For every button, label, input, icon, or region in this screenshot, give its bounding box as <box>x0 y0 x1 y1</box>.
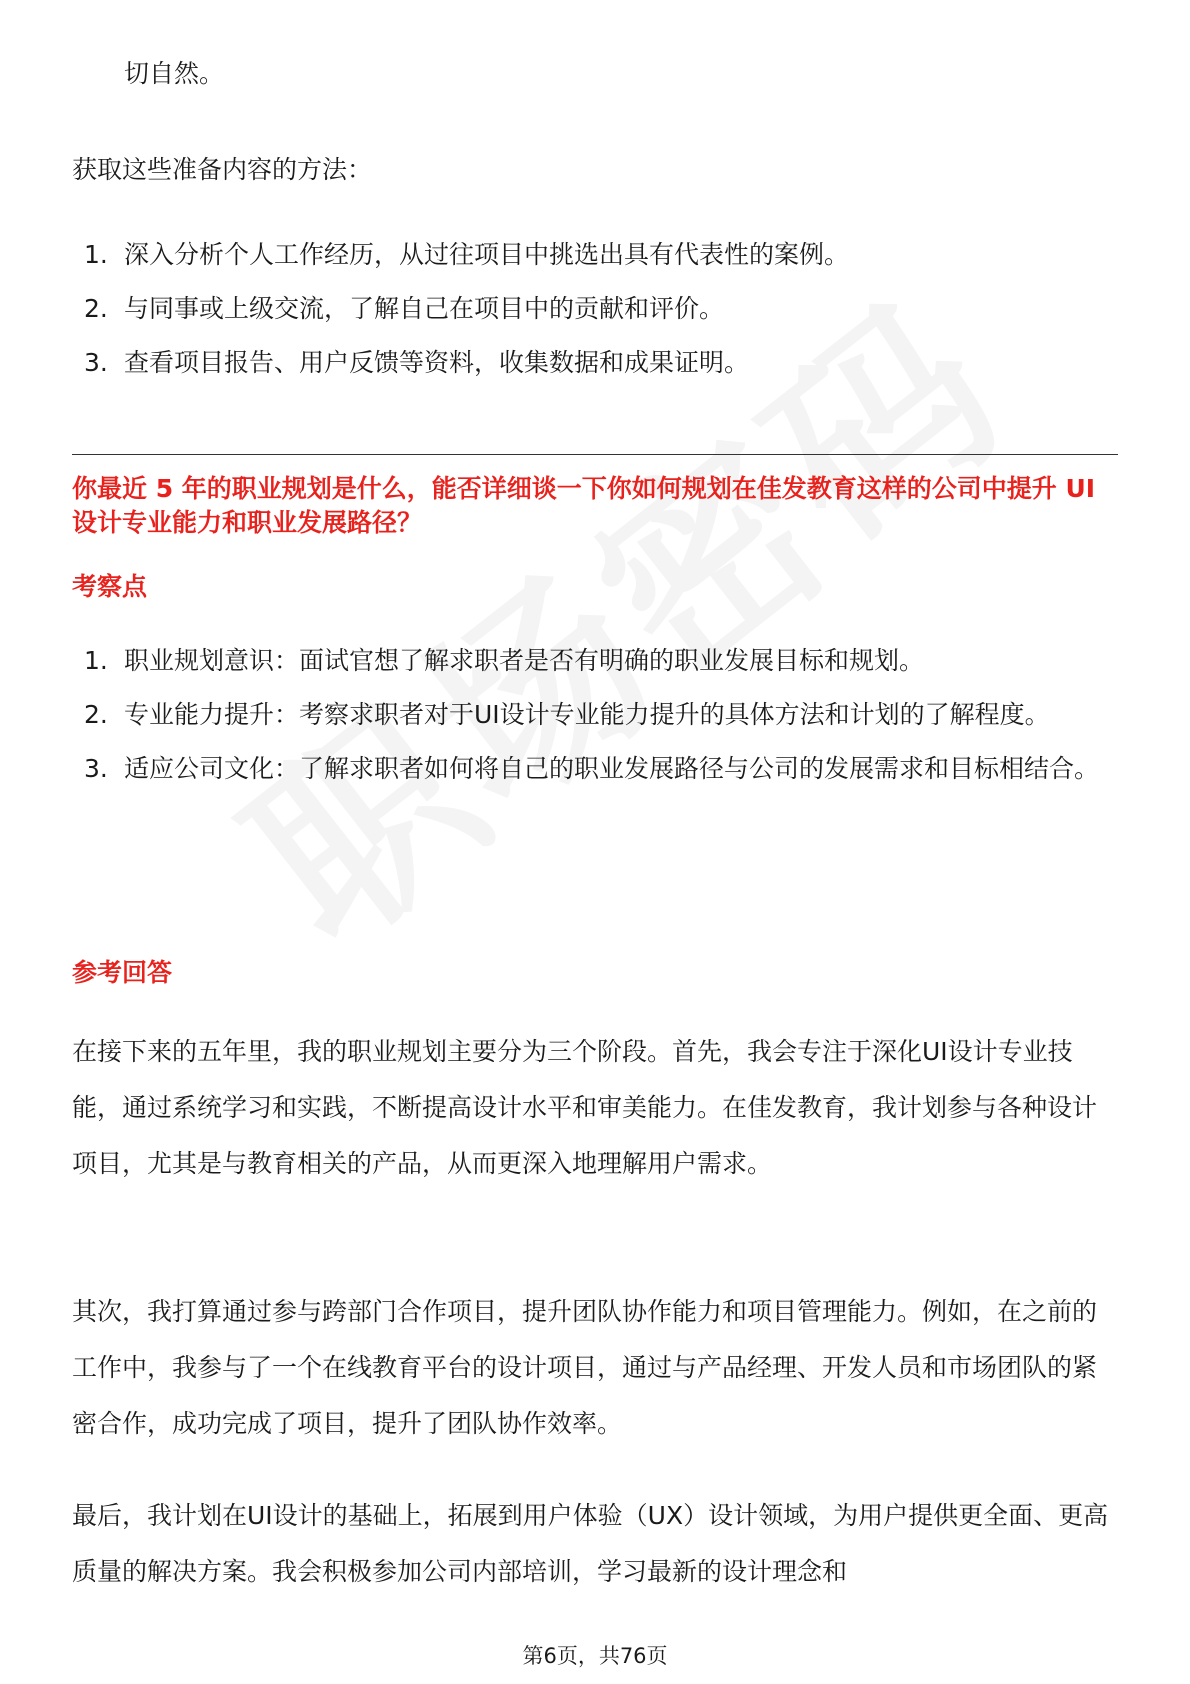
list-number: 1. <box>84 646 108 675</box>
list-item <box>72 282 1118 336</box>
list-item <box>72 336 1118 390</box>
methods-list <box>72 228 1118 390</box>
continuation-text: 切自然。 <box>124 59 225 88</box>
list-text: 职业规划意识：面试官想了解求职者是否有明确的职业发展目标和规划。 <box>124 646 925 675</box>
list-item <box>72 634 1118 688</box>
list-text: 专业能力提升：考察求职者对于UI设计专业能力提升的具体方法和计划的了解程度。 <box>124 700 1050 729</box>
list-text: 适应公司文化：了解求职者如何将自己的职业发展路径与公司的发展需求和目标相结合。 <box>124 754 1100 783</box>
list-number: 3. <box>84 754 108 783</box>
list-item <box>72 228 1118 282</box>
list-item <box>72 742 1118 796</box>
answer-paragraph: 最后，我计划在UI设计的基础上，拓展到用户体验（UX）设计领域，为用户提供更全面、更高质量的解决方案。我会积极参加公司内部培训，学习最新的设计理念和 <box>72 1501 1109 1586</box>
list-number: 2. <box>84 700 108 729</box>
page-number: 第6页，共76页 <box>522 1644 668 1668</box>
list-text: 与同事或上级交流，了解自己在项目中的贡献和评价。 <box>124 294 725 323</box>
answer-paragraph: 在接下来的五年里，我的职业规划主要分为三个阶段。首先，我会专注于深化UI设计专业技能，通过系统学习和实践，不断提高设计水平和审美能力。在佳发教育，我计划参与各种设计项目，尤其是与教育相关的产品，从而更深入地理解用户需求。 <box>72 1037 1098 1178</box>
list-number: 3. <box>84 348 108 377</box>
list-text: 深入分析个人工作经历，从过往项目中挑选出具有代表性的案例。 <box>124 240 850 269</box>
list-number: 1. <box>84 240 108 269</box>
section-divider <box>72 454 1118 455</box>
answer-paragraph: 其次，我打算通过参与跨部门合作项目，提升团队协作能力和项目管理能力。例如，在之前的工作中，我参与了一个在线教育平台的设计项目，通过与产品经理、开发人员和市场团队的紧密合作，成功完成了项目，提升了团队协作效率。 <box>72 1297 1098 1438</box>
list-number: 2. <box>84 294 108 323</box>
exam-points-heading: 考察点 <box>72 572 148 601</box>
interview-question: 你最近 5 年的职业规划是什么，能否详细谈一下你如何规划在佳发教育这样的公司中提升 UI 设计专业能力和职业发展路径？ <box>72 474 1096 537</box>
list-text: 查看项目报告、用户反馈等资料，收集数据和成果证明。 <box>124 348 750 377</box>
methods-intro: 获取这些准备内容的方法： <box>72 155 373 184</box>
list-item <box>72 688 1118 742</box>
answer-heading: 参考回答 <box>72 958 173 987</box>
exam-points-list <box>72 634 1118 796</box>
